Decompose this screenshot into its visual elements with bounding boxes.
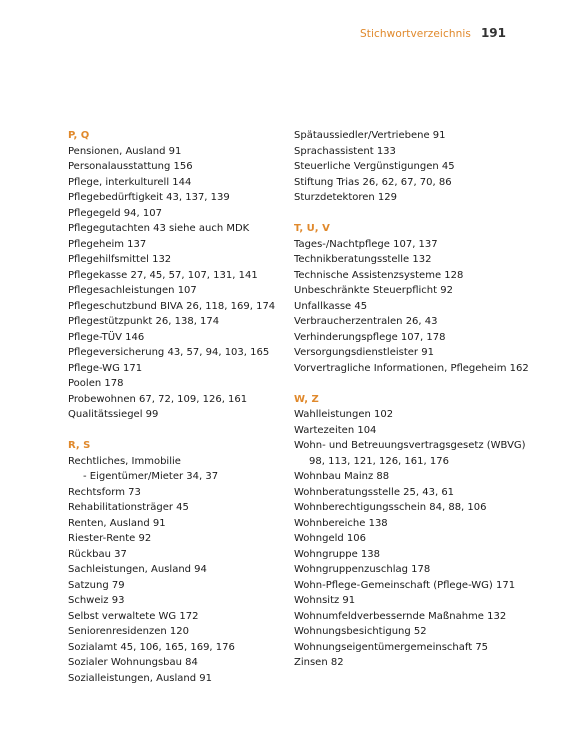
index-entry: Zinsen 82 [294,657,344,668]
index-entry: Wohnberechtigungsschein 84, 88, 106 [294,502,487,513]
index-entry: Versorgungsdienstleister 91 [294,347,434,358]
index-entry: Wohnberatungsstelle 25, 43, 61 [294,486,455,498]
index-entry: Wohnsitz 91 [294,595,356,606]
index-entry: - Eigentümer/Mieter 34, 37 [83,471,219,482]
index-entry: Unbeschränkte Steuerpflicht 92 [294,285,453,296]
index-entry: Pensionen, Ausland 91 [68,145,182,157]
index-entry: Rehabilitationsträger 45 [68,502,189,513]
index-entry: Satzung 79 [68,579,125,591]
index-entry: Pflegesachleistungen 107 [68,285,197,296]
index-entry: Stiftung Trias 26, 62, 67, 70, 86 [294,176,452,188]
index-entry: Sachleistungen, Ausland 94 [68,564,207,575]
index-entry: Rechtliches, Immobilie [68,455,181,467]
index-entry: Wahlleistungen 102 [294,409,394,420]
index-entry: Verhinderungspflege 107, 178 [294,331,446,343]
index-entry: Wohngeld 106 [294,533,366,544]
index-entry: Pflegekasse 27, 45, 57, 107, 131, 141 [68,269,258,281]
index-entry: Pflegegutachten 43 siehe auch MDK [68,223,250,234]
index-entry: Sozialer Wohnungsbau 84 [68,657,198,668]
index-entry: Wohnumfeldverbessernde Maßnahme 132 [294,610,507,622]
group-spacer [294,206,514,222]
index-entry: Pflegeschutzbund BIVA 26, 118, 169, 174 [68,300,276,312]
group-spacer [68,423,273,439]
index-entry: Rechtsform 73 [68,486,141,498]
index-group-heading: P, Q [68,130,90,141]
index-entry: Tages-/Nachtpflege 107, 137 [294,238,438,250]
index-entry: Steuerliche Vergünstigungen 45 [294,161,455,172]
index-entry: Renten, Ausland 91 [68,517,166,529]
index-entry: Sozialamt 45, 106, 165, 169, 176 [68,641,235,653]
index-column-left [68,128,276,686]
index-entry: Sturzdetektoren 129 [294,192,398,203]
index-entry: Verbraucherzentralen 26, 43 [294,316,438,327]
index-column-right [294,128,529,671]
index-group-heading: T, U, V [294,223,330,234]
index-entry: Wohngruppenzuschlag 178 [294,564,431,575]
index-entry: Rückbau 37 [68,548,127,560]
index-entry: Pflegehilfsmittel 132 [68,254,172,265]
index-entry: Qualitätssiegel 99 [68,409,159,420]
index-entry: Technische Assistenzsysteme 128 [294,269,464,281]
index-entry: Wartezeiten 104 [294,424,377,436]
index-entry: Pflegebedürftigkeit 43, 137, 139 [68,192,230,203]
index-entry: Unfallkasse 45 [294,300,368,312]
index-entry: Spätaussiedler/Vertriebene 91 [294,130,446,141]
index-entry: Wohn-Pflege-Gemeinschaft (Pflege-WG) 171 [294,579,516,591]
index-entry: Selbst verwaltete WG 172 [68,610,199,622]
index-entry: Vorvertragliche Informationen, Pflegeheim 162 [294,362,529,374]
index-entry: Wohngruppe 138 [294,548,381,560]
group-spacer [294,376,514,392]
index-entry: Wohn- und Betreuungsvertragsgesetz (WBVG) [294,440,526,451]
index-entry: Technikberatungsstelle 132 [294,254,432,265]
section-title: Stichwortverzeichnis [360,28,471,40]
index-entry: Sozialleistungen, Ausland 91 [68,672,212,684]
index-group-heading: W, Z [294,393,319,405]
index-entry: Pflegeheim 137 [68,238,147,250]
index-entry: Pflegeversicherung 43, 57, 94, 103, 165 [68,347,270,358]
index-entry: Pflege-TÜV 146 [68,331,145,343]
running-head [360,26,506,40]
index-entry: Wohnungsbesichtigung 52 [294,626,427,637]
index-entry: Schweiz 93 [68,595,125,606]
index-entry: Riester-Rente 92 [68,533,152,544]
index-entry: Pflege, interkulturell 144 [68,176,192,188]
page-number: 191 [480,26,506,40]
index-entry: Probewohnen 67, 72, 109, 126, 161 [68,393,248,405]
index-entry: Wohnbereiche 138 [294,517,388,529]
index-entry: Sprachassistent 133 [294,145,396,157]
index-group-heading: R, S [68,440,91,451]
index-entry: Wohnungseigentümergemeinschaft 75 [294,641,489,653]
index-entry: Pflege-WG 171 [68,362,143,374]
index-entry: 98, 113, 121, 126, 161, 176 [309,455,449,467]
index-entry: Wohnbau Mainz 88 [294,471,390,482]
index-entry: Poolen 178 [68,378,124,389]
index-entry: Pflegestützpunkt 26, 138, 174 [68,316,220,327]
index-entry: Personalausstattung 156 [68,161,193,172]
index-entry: Pflegegeld 94, 107 [68,207,162,219]
index-entry: Seniorenresidenzen 120 [68,626,189,637]
